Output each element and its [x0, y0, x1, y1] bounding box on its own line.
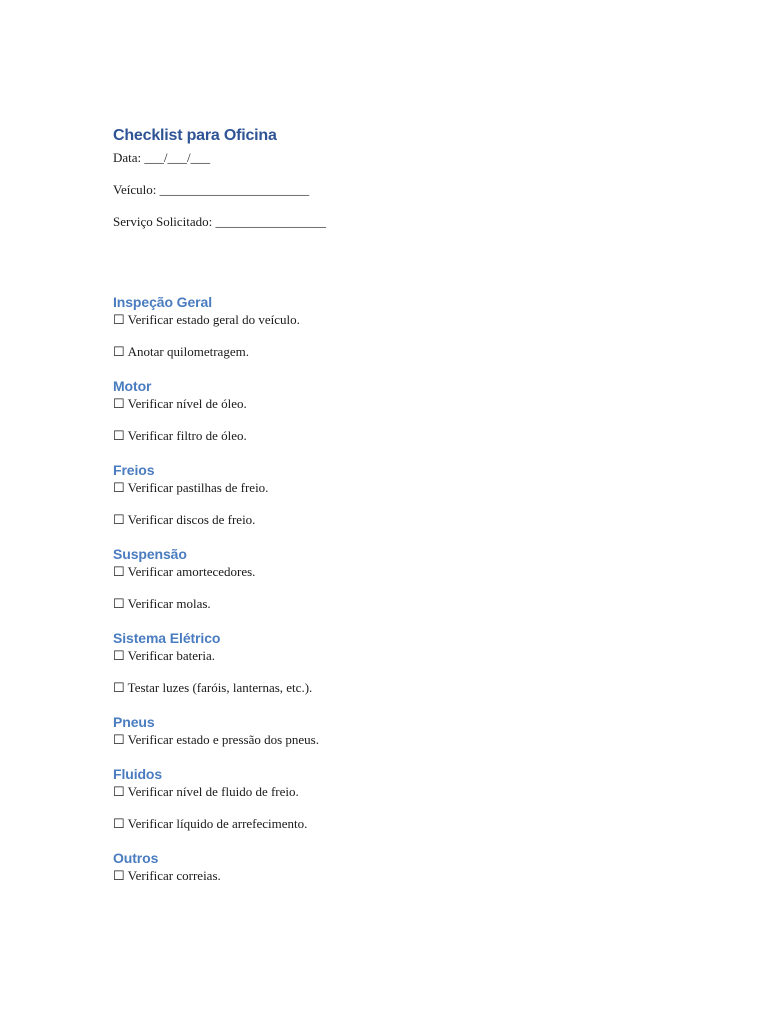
section-heading: Fluidos: [113, 766, 163, 782]
checklist-section: [113, 848, 673, 884]
checklist-item[interactable]: [113, 680, 673, 696]
checklist-section: [113, 460, 673, 528]
section-heading: Pneus: [113, 714, 155, 730]
section-heading: Suspensão: [113, 546, 187, 562]
checklist-item[interactable]: [113, 312, 673, 328]
checkbox-icon[interactable]: ☐: [113, 512, 125, 527]
checkbox-icon[interactable]: ☐: [113, 680, 125, 695]
checkbox-icon[interactable]: ☐: [113, 868, 125, 883]
checklist-item-label: Verificar estado e pressão dos pneus.: [127, 732, 319, 747]
checklist-item-label: Verificar líquido de arrefecimento.: [127, 816, 308, 831]
checklist-item[interactable]: [113, 564, 673, 580]
checklist-item[interactable]: [113, 868, 673, 884]
checkbox-icon[interactable]: ☐: [113, 312, 125, 327]
section-heading: Inspeção Geral: [113, 294, 212, 310]
checklist-item-label: Verificar molas.: [127, 596, 211, 611]
checkbox-icon[interactable]: ☐: [113, 732, 125, 747]
service-requested-field: Serviço Solicitado: _________________: [113, 214, 327, 229]
checklist-item-label: Verificar bateria.: [127, 648, 215, 663]
checklist-item-label: Verificar nível de óleo.: [127, 396, 247, 411]
checklist-section: [113, 764, 673, 832]
section-heading: Sistema Elétrico: [113, 630, 221, 646]
checklist-sections: [113, 292, 673, 884]
checklist-item-label: Verificar discos de freio.: [127, 512, 256, 527]
checklist-item[interactable]: [113, 512, 673, 528]
checklist-section: [113, 544, 673, 612]
checkbox-icon[interactable]: ☐: [113, 396, 125, 411]
checkbox-icon[interactable]: ☐: [113, 596, 125, 611]
checklist-section: [113, 292, 673, 360]
section-heading: Outros: [113, 850, 159, 866]
checklist-item[interactable]: [113, 816, 673, 832]
checklist-item-label: Verificar nível de fluido de freio.: [127, 784, 299, 799]
checkbox-icon[interactable]: ☐: [113, 480, 125, 495]
checklist-section: [113, 712, 673, 748]
checklist-item[interactable]: [113, 480, 673, 496]
checklist-item-label: Testar luzes (faróis, lanternas, etc.).: [127, 680, 313, 695]
checklist-item[interactable]: [113, 784, 673, 800]
checkbox-icon[interactable]: ☐: [113, 564, 125, 579]
checklist-section: [113, 628, 673, 696]
checklist-item-label: Verificar filtro de óleo.: [127, 428, 247, 443]
checklist-item[interactable]: [113, 428, 673, 444]
checklist-item-label: Verificar estado geral do veículo.: [127, 312, 300, 327]
checklist-item-label: Anotar quilometragem.: [127, 344, 249, 359]
checkbox-icon[interactable]: ☐: [113, 784, 125, 799]
checkbox-icon[interactable]: ☐: [113, 648, 125, 663]
checkbox-icon[interactable]: ☐: [113, 428, 125, 443]
checklist-item-label: Verificar correias.: [127, 868, 221, 883]
section-heading: Motor: [113, 378, 152, 394]
date-field: Data: ___/___/___: [113, 150, 211, 165]
vehicle-field: Veículo: _______________________: [113, 182, 310, 197]
checklist-item-label: Verificar pastilhas de freio.: [127, 480, 269, 495]
checklist-item[interactable]: [113, 344, 673, 360]
document-page: [113, 124, 673, 884]
checklist-item[interactable]: [113, 648, 673, 664]
document-title: Checklist para Oficina: [113, 127, 277, 144]
checklist-section: [113, 376, 673, 444]
checkbox-icon[interactable]: ☐: [113, 344, 125, 359]
checklist-item[interactable]: [113, 596, 673, 612]
checklist-item-label: Verificar amortecedores.: [127, 564, 256, 579]
checklist-item[interactable]: [113, 396, 673, 412]
section-heading: Freios: [113, 462, 155, 478]
checklist-item[interactable]: [113, 732, 673, 748]
checkbox-icon[interactable]: ☐: [113, 816, 125, 831]
